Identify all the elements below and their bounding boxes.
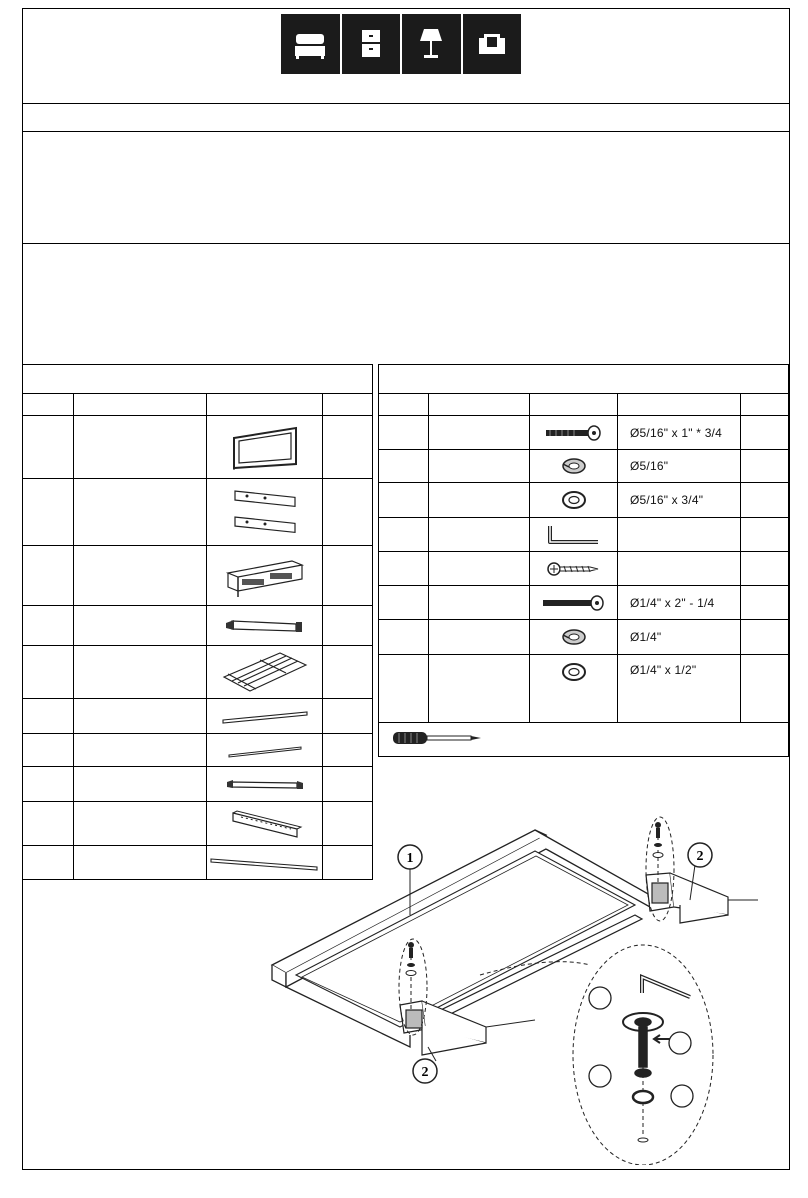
table-row — [379, 416, 789, 450]
hardware-spec — [618, 518, 741, 552]
hardware-title-cell — [379, 365, 789, 394]
hardware-spec — [618, 552, 741, 586]
table-row — [23, 646, 373, 699]
parts-title-cell — [23, 365, 373, 394]
wood-screw-icon — [530, 552, 618, 586]
tool-row — [379, 723, 789, 757]
leg-brackets-icon — [207, 479, 323, 546]
center-rail-icon — [207, 606, 323, 646]
slats-icon — [207, 646, 323, 699]
hardware-header-row — [379, 394, 789, 416]
table-row — [379, 586, 789, 620]
divider-line — [22, 243, 790, 244]
parts-header-row — [23, 394, 373, 416]
allen-key-icon — [530, 518, 618, 552]
callout-2-right — [688, 843, 712, 867]
divider-line — [22, 103, 790, 104]
flat-washer-icon — [530, 483, 618, 518]
table-row — [379, 655, 789, 723]
callout-label: 2 — [696, 849, 704, 864]
bed-icon — [281, 14, 340, 74]
hardware-spec: Ø5/16" — [618, 450, 741, 483]
headboard-icon — [207, 416, 323, 479]
hardware-spec: Ø1/4" — [618, 620, 741, 655]
table-row — [23, 546, 373, 606]
table-row — [23, 479, 373, 546]
table-row — [23, 416, 373, 479]
table-row — [23, 606, 373, 646]
hardware-spec: Ø1/4" x 1/2" — [618, 655, 741, 723]
split-washer-icon — [530, 450, 618, 483]
hardware-table — [378, 364, 789, 757]
callout-2-left — [413, 1059, 437, 1083]
table-row — [379, 518, 789, 552]
callout-label: 1 — [406, 851, 414, 866]
hardware-spec: Ø5/16" x 3/4" — [618, 483, 741, 518]
table-row — [379, 450, 789, 483]
table-row — [23, 734, 373, 767]
hardware-spec: Ø1/4" x 2" - 1/4 — [618, 586, 741, 620]
split-washer-icon — [530, 620, 618, 655]
callout-label: 2 — [421, 1065, 429, 1080]
parts-table — [22, 364, 373, 880]
table-row — [23, 767, 373, 802]
flat-washer-icon — [530, 655, 618, 723]
assembly-diagram — [250, 815, 770, 1165]
table-row — [379, 552, 789, 586]
table-row — [379, 620, 789, 655]
nightstand-icon — [340, 14, 401, 74]
side-slat-icon — [207, 699, 323, 734]
long-bolt-icon — [530, 586, 618, 620]
bolt-icon — [530, 416, 618, 450]
lamp-icon — [400, 14, 461, 74]
armchair-icon — [461, 14, 522, 74]
category-icon-bar — [281, 14, 521, 74]
callout-1 — [398, 845, 422, 869]
footboard-icon — [207, 546, 323, 606]
divider-line — [22, 131, 790, 132]
hardware-spec: Ø5/16" x 1" * 3/4 — [618, 416, 741, 450]
table-row — [23, 699, 373, 734]
screwdriver-icon — [379, 723, 789, 757]
table-row — [379, 483, 789, 518]
thin-slat-icon — [207, 734, 323, 767]
leg-bracket-left — [400, 1001, 486, 1055]
support-beam-icon — [207, 767, 323, 802]
